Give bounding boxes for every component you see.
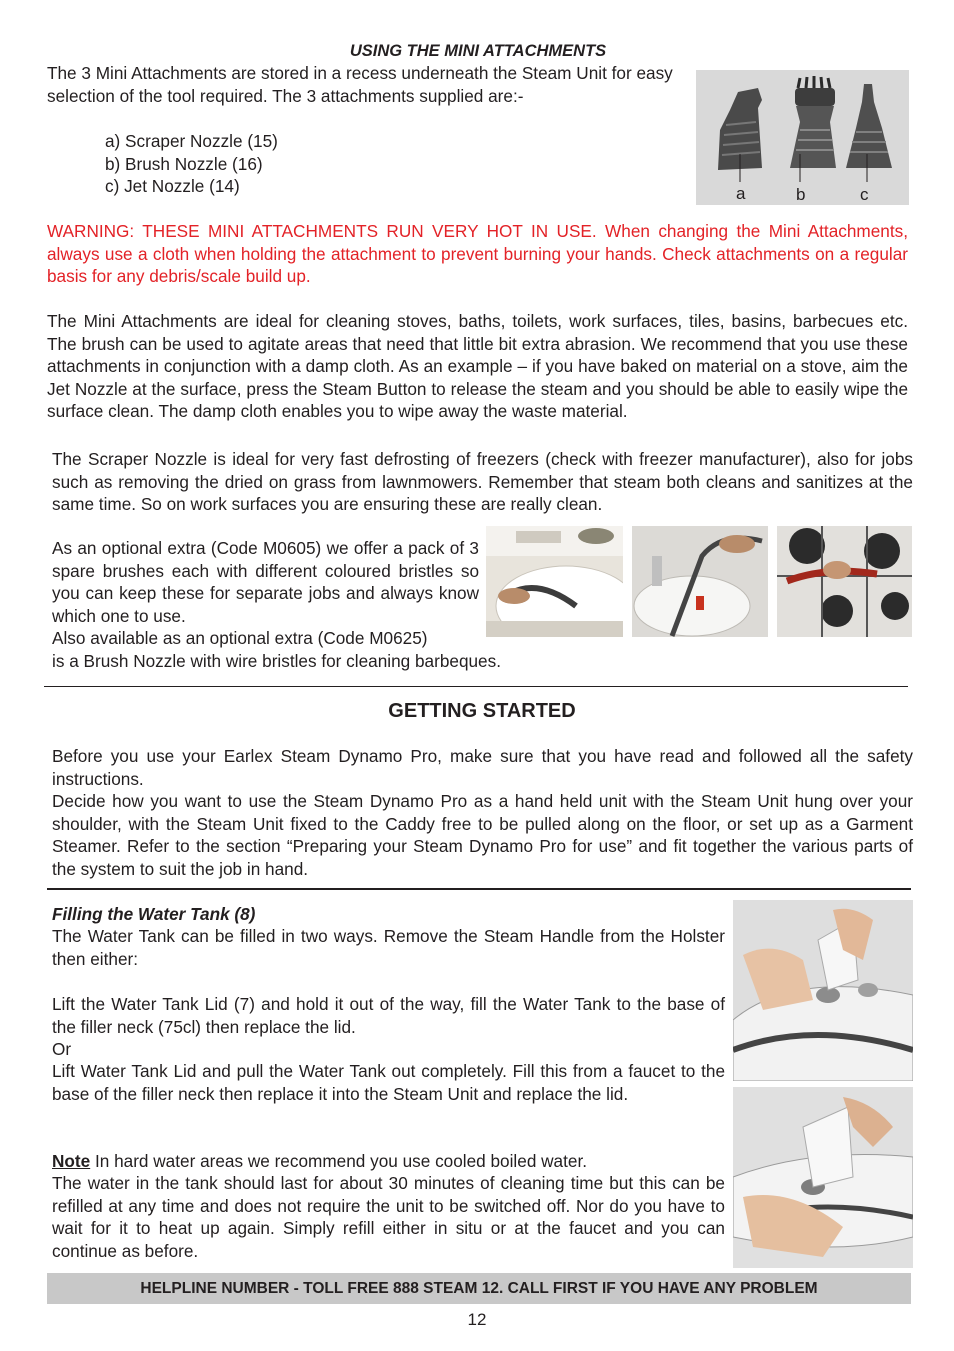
optional-wire-brush-line-2: is a Brush Nozzle with wire bristles for cleaning barbeques.	[52, 651, 501, 671]
stove-cleaning-photo	[777, 526, 912, 637]
filling-paragraph-2: Lift the Water Tank Lid (7) and hold it out of the way, fill the Water Tank to the base of the filler neck (75cl) then replace the lid.	[52, 994, 725, 1037]
warning-text: WARNING: THESE MINI ATTACHMENTS RUN VERY HOT IN USE. When changing the Mini Attachments, always use a cloth when holding the attachment to prevent burning your hands. Check attachments on a regular basis for any debris/scale build up.	[47, 221, 908, 286]
basin-cleaning-photo	[632, 526, 768, 637]
filling-paragraph-3: Lift Water Tank Lid and pull the Water Tank out completely. Fill this from a faucet to the base of the filler neck then replace it into the Steam Unit and replace the lid.	[52, 1061, 725, 1104]
mini-attachments-uses-paragraph: The Mini Attachments are ideal for cleaning stoves, baths, toilets, work surfaces, tiles, basins, barbecues etc. The brush can be used to agitate areas that need that little bit extra abrasion. We recommend that you use these attachments in conjunction with a damp cloth. As an example – if you have baked on material on a stove, aim the Jet Nozzle at the surface, press the Steam Button to release the steam and you should be able to easily wipe the surface clean. The damp cloth enables you to wipe away the waste material.	[47, 311, 908, 421]
filling-paragraph-1: The Water Tank can be filled in two ways. Remove the Steam Handle from the Holster then either:	[52, 926, 725, 969]
filling-or: Or	[52, 1039, 72, 1059]
helpline-banner: HELPLINE NUMBER - TOLL FREE 888 STEAM 12. CALL FIRST IF YOU HAVE ANY PROBLEM	[47, 1273, 911, 1304]
mini-intro-text: The 3 Mini Attachments are stored in a recess underneath the Steam Unit for easy selection of the tool required. The 3 attachments supplied are:-	[47, 63, 673, 106]
list-item: b) Brush Nozzle (16)	[105, 153, 263, 174]
water-tank-lid-photo	[733, 900, 913, 1081]
water-tank-removal-photo	[733, 1087, 913, 1268]
note-label: Note	[52, 1151, 91, 1171]
list-item: a) Scraper Nozzle (15)	[105, 131, 278, 151]
attachments-figure	[696, 70, 909, 205]
section-heading-getting-started: GETTING STARTED	[388, 700, 576, 722]
filling-paragraph-4: The water in the tank should last for about 30 minutes of cleaning time but this can be refilled at any time and does not require the unit to be switched off. Nor do you have to wait for it to heat up again. Simply refill either in situ or at the faucet and you can continue as before.	[52, 1173, 725, 1261]
note-text: In hard water areas we recommend you use cooled boiled water.	[90, 1151, 588, 1171]
scraper-nozzle-paragraph: The Scraper Nozzle is ideal for very fast defrosting of freezers (check with freezer manufacturer), also for jobs such as removing the dried on grass from lawnmowers. Remember that steam both cleans and sanitizes at the same time. So on work surfaces you are ensuring these are really clean.	[52, 449, 913, 514]
filling-heading: Filling the Water Tank (8)	[52, 904, 256, 924]
section-heading-mini-attachments: USING THE MINI ATTACHMENTS	[349, 42, 607, 60]
note-line	[52, 1150, 725, 1173]
section-divider	[44, 686, 908, 687]
figure-label-b: b	[796, 185, 806, 204]
figure-label-c: c	[860, 185, 869, 204]
getting-started-paragraph-1: Before you use your Earlex Steam Dynamo Pro, make sure that you have read and followed all the safety instructions.	[52, 746, 913, 789]
optional-wire-brush-line-1: Also available as an optional extra (Code M0625)	[52, 628, 428, 648]
section-divider	[47, 888, 911, 890]
attachments-list	[105, 130, 405, 198]
bath-cleaning-photo	[486, 526, 623, 637]
list-item: c) Jet Nozzle (14)	[105, 176, 240, 196]
page-number: 12	[467, 1310, 487, 1329]
figure-label-a: a	[736, 184, 746, 203]
optional-brushes-paragraph: As an optional extra (Code M0605) we offer a pack of 3 spare brushes each with different coloured bristles so you can keep these for separate jobs and always know which one to use.	[52, 538, 479, 626]
getting-started-paragraph-2: Decide how you want to use the Steam Dynamo Pro as a hand held unit with the Steam Unit hung over your shoulder, with the Steam Unit fixed to the Caddy free to be pulled along on the floor, or set up as a Garment Steamer. Refer to the section “Preparing your Steam Dynamo Pro for use” and fit together the various parts of the system to suit the job in hand.	[52, 791, 913, 879]
